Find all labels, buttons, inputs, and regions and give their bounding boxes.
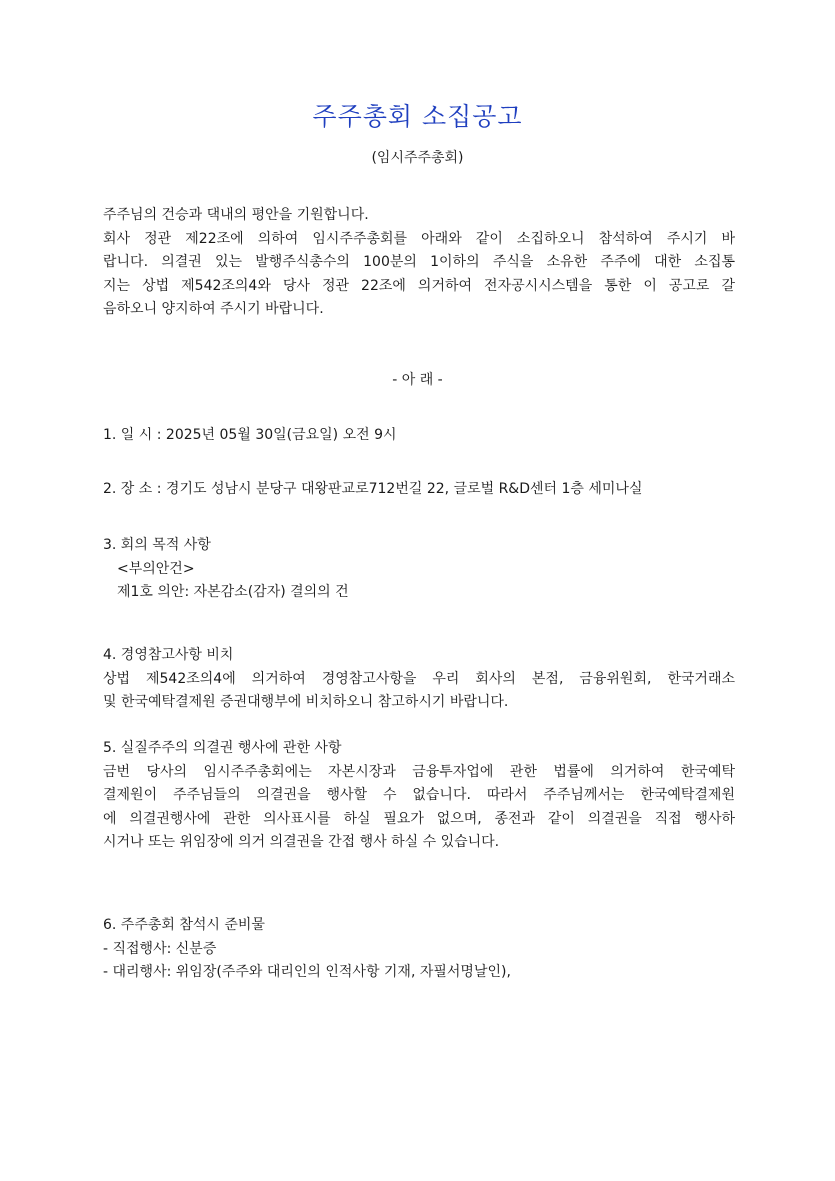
item-place — [103, 478, 735, 502]
prep-heading: 6. 주주총회 참석시 준비물 — [103, 917, 265, 933]
agenda-subheading: <부의안건> — [117, 560, 195, 577]
divider-text: - 아 래 - — [392, 372, 443, 388]
voting-line: 결제원이 주주님들의 의결권을 행사할 수 없습니다. 따라서 주주님께서는 한국예탁결제원 — [103, 787, 735, 803]
prep-direct: - 직접행사: 신분증 — [103, 940, 217, 957]
reference-heading: 4. 경영참고사항 비치 — [103, 647, 234, 663]
intro-line: 회사 정관 제22조에 의하여 임시주주총회를 아래와 같이 소집하오니 참석하여 주시기 바 — [103, 230, 735, 247]
voting-heading: 5. 실질주주의 의결권 행사에 관한 사항 — [103, 740, 342, 756]
intro-greeting: 주주님의 건승과 댁내의 평안을 기원합니다. — [103, 207, 369, 223]
reference-line: 상법 제542조의4에 의거하여 경영참고사항을 우리 회사의 본점, 금융위원회, 한국거래소 — [103, 670, 735, 687]
agenda-heading: 3. 회의 목적 사항 — [103, 537, 211, 553]
place-line: 2. 장 소 : 경기도 성남시 분당구 대왕판교로712번길 22, 글로벌 R&D센터 1층 세미나실 — [103, 481, 643, 497]
page-title: 주주총회 소집공고 — [312, 102, 523, 131]
item-date — [103, 424, 735, 448]
item-agenda — [103, 534, 735, 605]
date-line: 1. 일 시 : 2025년 05월 30일(금요일) 오전 9시 — [103, 427, 397, 443]
voting-line: 금번 당사의 임시주주총회에는 자본시장과 금융투자업에 관한 법률에 의거하여 한국예탁 — [103, 763, 735, 780]
reference-line: 및 한국예탁결제원 증권대행부에 비치하오니 참고하시기 바랍니다. — [103, 694, 509, 710]
intro-line: 지는 상법 제542조의4와 당사 정관 22조에 의거하여 전자공시시스템을 통한 이 공고로 갈 — [103, 277, 735, 294]
intro-line: 음하오니 양지하여 주시기 바랍니다. — [103, 301, 324, 317]
item-reference — [103, 644, 735, 715]
item-prep — [103, 914, 735, 985]
page-subtitle: (임시주주총회) — [371, 150, 464, 166]
intro-paragraph — [103, 204, 735, 322]
voting-line: 에 의결권행사에 관한 의사표시를 하실 필요가 없으며, 종전과 같이 의결권을 직접 행사하 — [103, 810, 735, 827]
intro-line: 랍니다. 의결권 있는 발행주식총수의 100분의 1이하의 주식을 소유한 주주에 대한 소집통 — [103, 254, 735, 270]
voting-line: 시거나 또는 위임장에 의거 의결권을 간접 행사 하실 수 있습니다. — [103, 834, 500, 850]
prep-proxy: - 대리행사: 위임장(주주와 대리인의 인적사항 기재, 자필서명날인), — [103, 964, 511, 980]
item-voting — [103, 737, 735, 855]
agenda-item-1: 제1호 의안: 자본감소(감자) 결의의 건 — [117, 584, 349, 600]
